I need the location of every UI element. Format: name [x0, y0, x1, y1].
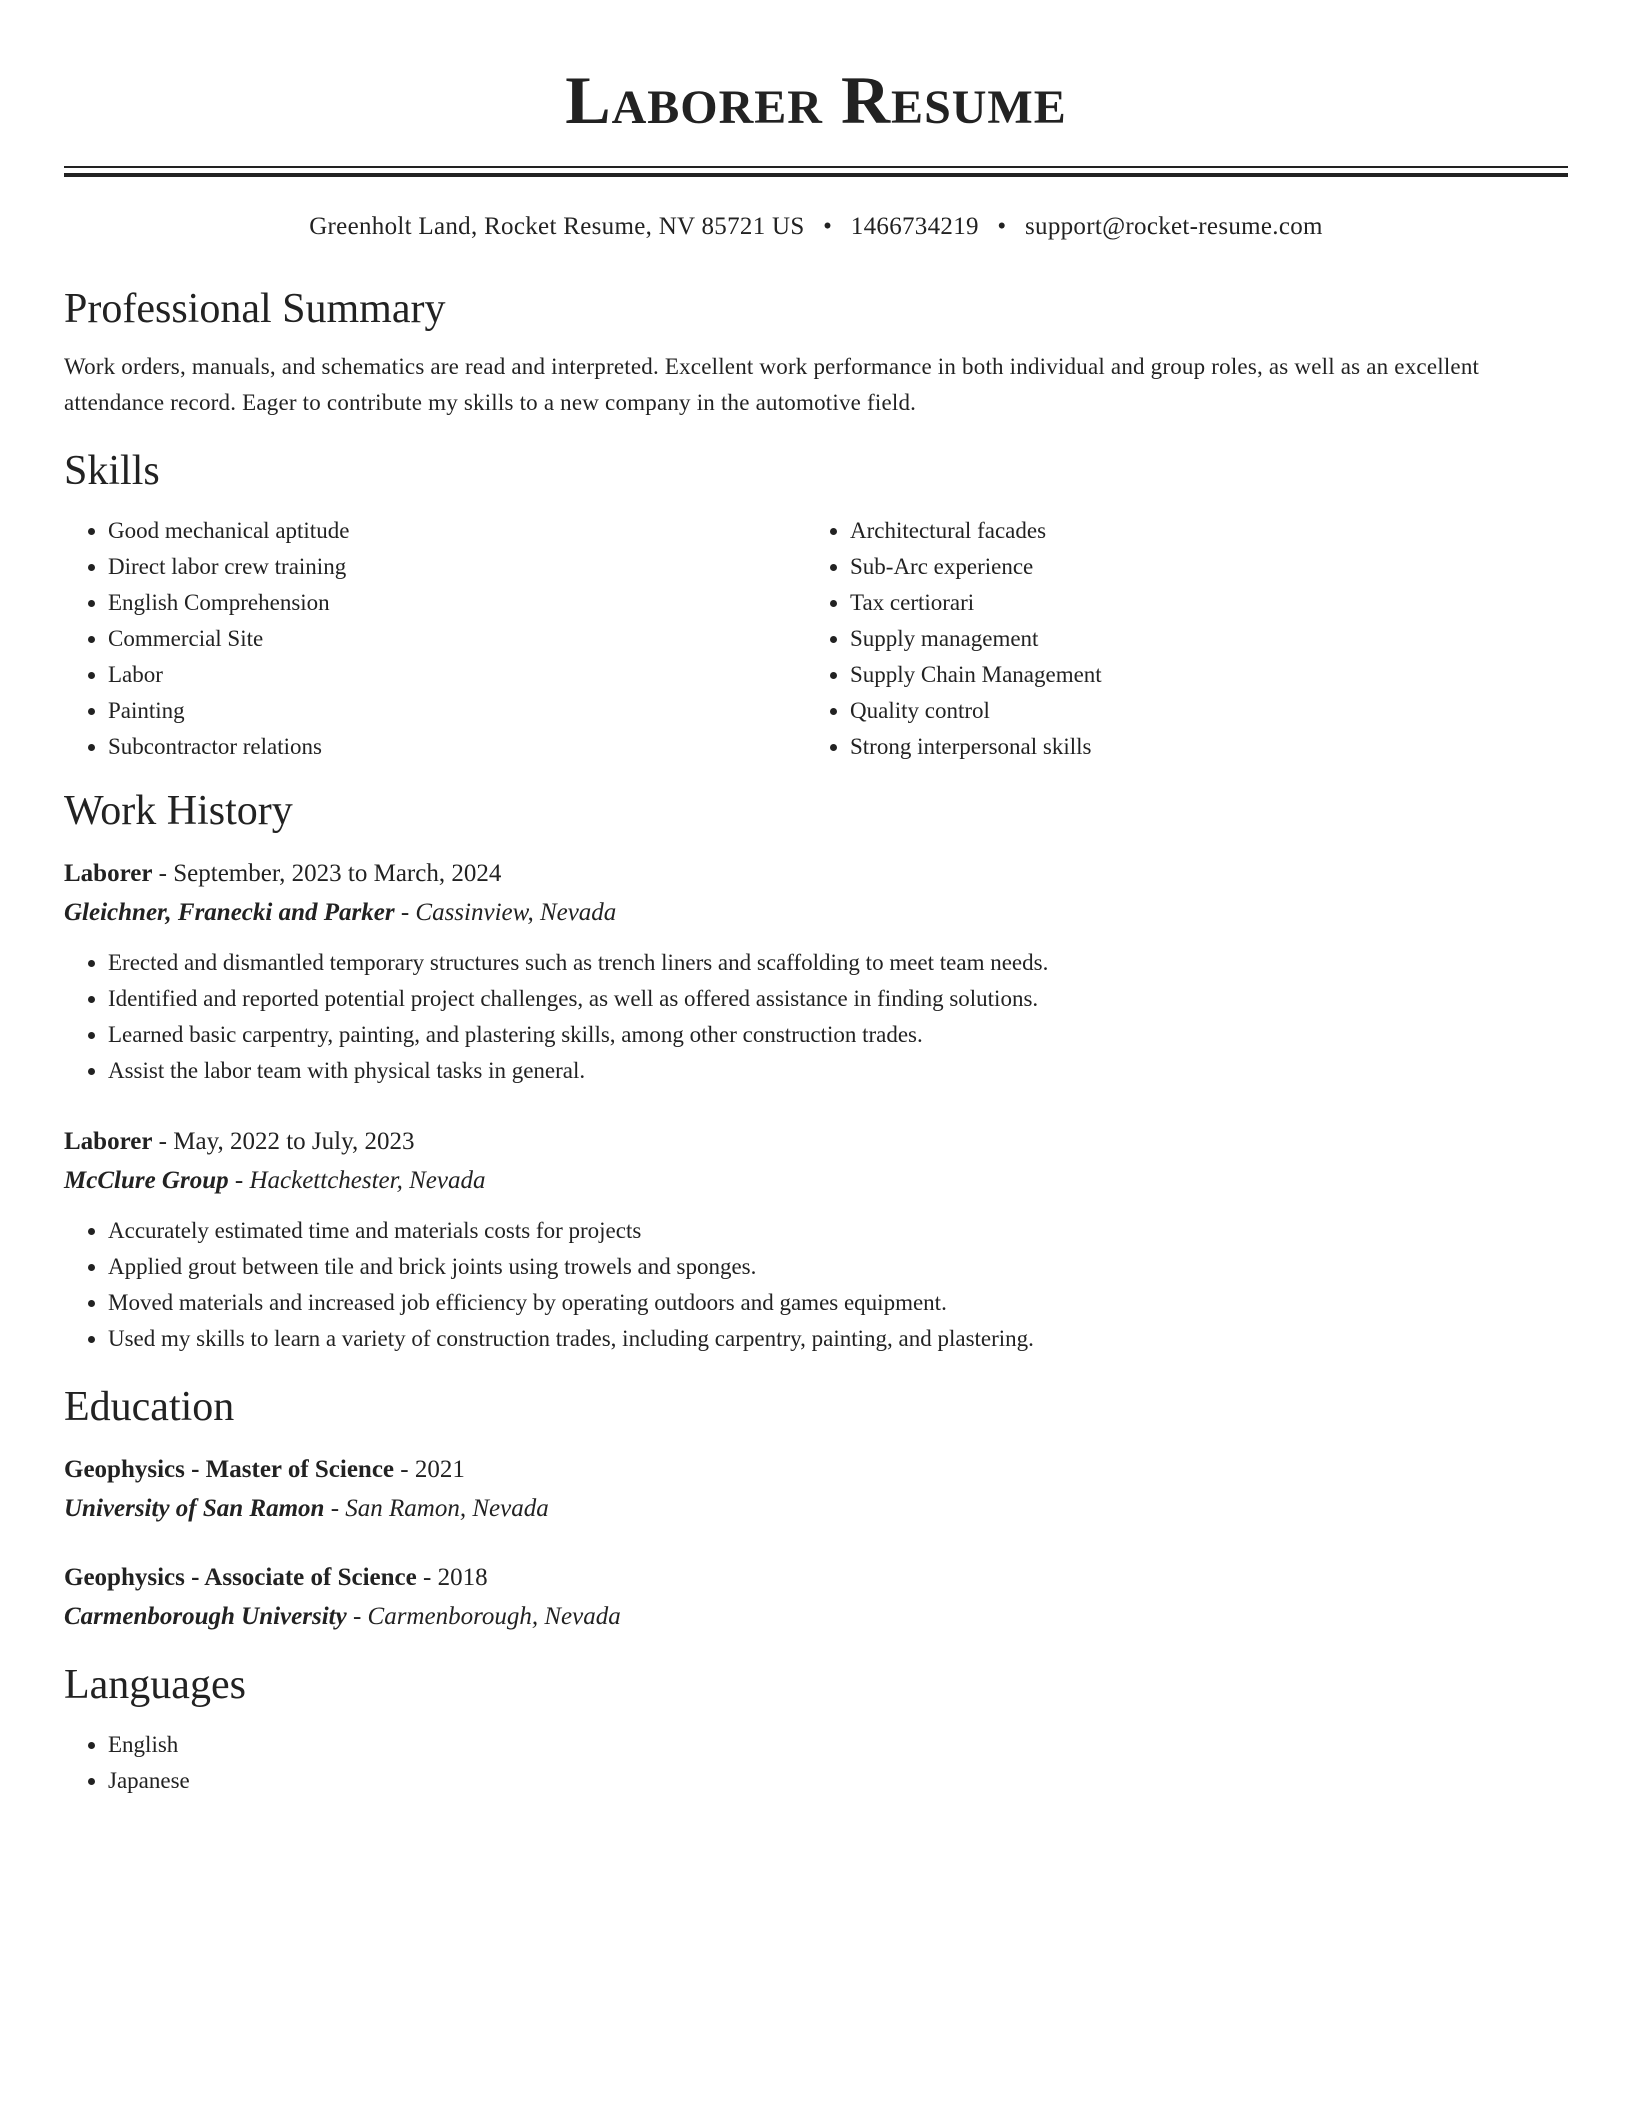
job-bullet: • Applied grout between tile and brick joints using trowels and sponges. — [108, 1249, 1568, 1285]
skill-item: • Quality control — [850, 693, 1548, 729]
degree-line — [64, 1559, 1568, 1597]
dash: - — [158, 860, 167, 887]
company-location: Cassinview, Nevada — [415, 899, 617, 926]
skill-item: • Supply Chain Management — [850, 657, 1548, 693]
job-bullet: • Erected and dismantled temporary structures such as trench liners and scaffolding to meet team needs. — [108, 945, 1568, 981]
skill-item: • Commercial Site — [108, 621, 806, 657]
job-title-line — [64, 855, 1568, 893]
contact-email: support@rocket-resume.com — [1024, 213, 1323, 240]
degree: Geophysics - Associate of Science — [64, 1564, 417, 1591]
resume-title: Laborer Resume — [565, 62, 1067, 138]
graduation-year: 2021 — [414, 1456, 465, 1483]
summary-text: Work orders, manuals, and schematics are read and interpreted. Excellent work performance in both individual and group roles, as well as an excellent attendance record. Eager to contribute my skills to a new company in the automotive field. — [64, 354, 1480, 415]
skill-item: • Architectural facades — [850, 513, 1548, 549]
school-location: San Ramon, Nevada — [345, 1495, 549, 1522]
job-dates: September, 2023 to March, 2024 — [173, 860, 502, 887]
contact-line — [64, 211, 1568, 243]
skills-heading: Skills — [64, 448, 160, 494]
graduation-year: 2018 — [437, 1564, 488, 1591]
skill-item: • Strong interpersonal skills — [850, 729, 1548, 765]
education-entry — [64, 1559, 1568, 1637]
languages-list — [64, 1727, 1568, 1799]
skills-column-right — [806, 513, 1548, 765]
languages-heading: Languages — [64, 1662, 246, 1708]
job-entry — [64, 1123, 1568, 1357]
job-bullet: • Moved materials and increased job efficiency by operating outdoors and games equipment. — [108, 1285, 1568, 1321]
contact-address: Greenholt Land, Rocket Resume, NV 85721 US — [309, 213, 805, 240]
company-line — [64, 893, 1568, 933]
school-line — [64, 1597, 1568, 1637]
job-bullet: • Assist the labor team with physical tasks in general. — [108, 1053, 1568, 1089]
school-location: Carmenborough, Nevada — [367, 1603, 621, 1630]
skill-item: • Painting — [108, 693, 806, 729]
contact-separator: • — [997, 213, 1007, 240]
job-bullet: • Identified and reported potential project challenges, as well as offered assistance in finding solutions. — [108, 981, 1568, 1017]
job-title: Laborer — [64, 860, 153, 887]
job-bullet: • Learned basic carpentry, painting, and plastering skills, among other construction trades. — [108, 1017, 1568, 1053]
contact-phone: 1466734219 — [850, 213, 979, 240]
job-dates: May, 2022 to July, 2023 — [173, 1128, 415, 1155]
work-history-heading: Work History — [64, 788, 293, 834]
job-entry — [64, 855, 1568, 1089]
education-entry — [64, 1451, 1568, 1529]
degree-line — [64, 1451, 1568, 1489]
dash: - — [158, 1128, 167, 1155]
title-divider-thick — [64, 173, 1568, 177]
language-item: • English — [108, 1727, 1568, 1763]
skill-item: • Direct labor crew training — [108, 549, 806, 585]
job-title: Laborer — [64, 1128, 153, 1155]
job-bullet: • Used my skills to learn a variety of construction trades, including carpentry, painting, and plastering. — [108, 1321, 1568, 1357]
summary-heading: Professional Summary — [64, 286, 446, 332]
school-line — [64, 1489, 1568, 1529]
school-name: University of San Ramon — [64, 1495, 325, 1522]
skills-grid — [64, 513, 1568, 765]
skill-item: • Tax certiorari — [850, 585, 1548, 621]
skill-item: • Labor — [108, 657, 806, 693]
skill-item: • English Comprehension — [108, 585, 806, 621]
language-item: • Japanese — [108, 1763, 1568, 1799]
title-divider-thin — [64, 166, 1568, 168]
job-bullets — [64, 1213, 1568, 1357]
dash: - — [400, 899, 410, 926]
resume-page — [64, 0, 1568, 1799]
education-heading: Education — [64, 1384, 235, 1430]
dash: - — [400, 1456, 409, 1483]
skill-item: • Sub-Arc experience — [850, 549, 1548, 585]
dash: - — [422, 1564, 432, 1591]
skill-item: • Subcontractor relations — [108, 729, 806, 765]
skill-item: • Supply management — [850, 621, 1548, 657]
job-title-line — [64, 1123, 1568, 1161]
school-name: Carmenborough University — [64, 1603, 347, 1630]
company-name: Gleichner, Franecki and Parker — [64, 899, 395, 926]
dash: - — [352, 1603, 362, 1630]
degree: Geophysics - Master of Science — [64, 1456, 395, 1483]
company-name: McClure Group — [64, 1167, 229, 1194]
contact-separator: • — [823, 213, 833, 240]
dash: - — [234, 1167, 244, 1194]
company-line — [64, 1161, 1568, 1201]
skills-column-left — [64, 513, 806, 765]
skill-item: • Good mechanical aptitude — [108, 513, 806, 549]
dash: - — [330, 1495, 340, 1522]
job-bullets — [64, 945, 1568, 1089]
company-location: Hackettchester, Nevada — [249, 1167, 486, 1194]
job-bullet: • Accurately estimated time and materials costs for projects — [108, 1213, 1568, 1249]
